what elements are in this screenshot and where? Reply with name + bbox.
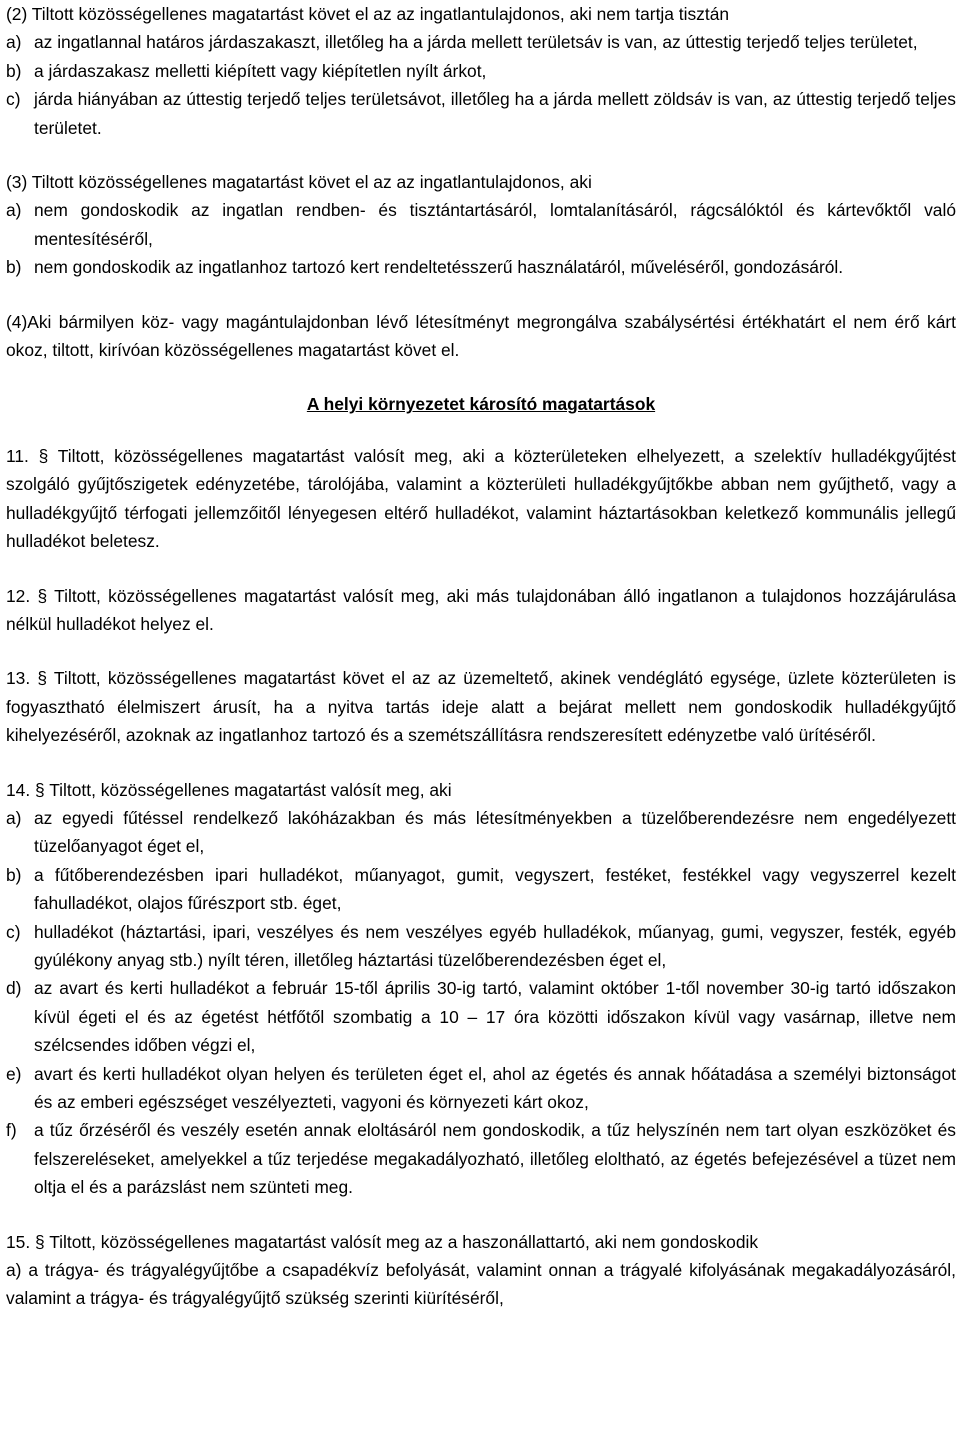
item-text: az avart és kerti hulladékot a február 15-től április 30-ig tartó, valamint október 1-től november 30-ig tartó időszakon kívül égeti el és az égetést hétfőtől szombatig a 10 – 17 óra közötti időszakon kívül vagy vasárnap, illetve nem szélcsendes időben végzi el,: [34, 978, 956, 1056]
item-label: a): [6, 200, 22, 221]
item-text: nem gondoskodik az ingatlan rendben- és tisztántartásáról, lomtalanításáról, rágcsálóktól és kártevőktől való mentesítéséről,: [34, 200, 956, 249]
document-page: [6, 0, 956, 1313]
item-label: e): [6, 1063, 22, 1084]
item-text: az egyedi fűtéssel rendelkező lakóházakban és más létesítményekben a tüzelőberendezésre nem engedélyezett tüzelőanyagot éget el,: [34, 807, 956, 857]
section-3-item-a: [6, 196, 956, 253]
item-text: hulladékot (háztartási, ipari, veszélyes és nem veszélyes egyéb hulladékok, műanyag, gumi, vegyszer, festék, egyéb gyúlékony anyag stb.) nyílt téren, illetőleg háztartási tüzelőberendezésben éget el,: [34, 921, 956, 970]
item-label: f): [6, 1120, 17, 1141]
item-label: b): [6, 60, 22, 81]
item-label: b): [6, 257, 22, 278]
item-text: járda hiányában az úttestig terjedő teljes területsávot, illetőleg ha a járda mellett zöldsáv is van, az úttestig terjedő teljes területet.: [34, 89, 956, 138]
section-2-intro: (2) Tiltott közösségellenes magatartást követ el az az ingatlantulajdonos, aki nem tartja tisztán: [6, 4, 730, 24]
item-text: a tűz őrzéséről és veszély esetén annak eloltásáról nem gondoskodik, a tűz helyszínén nem tart olyan eszközöket és felszereléseket, amelyekkel a tűz terjedése megakadályozható, illetőleg eloltható, az égetés befejezésével a tüzet nem oltja el és a parázslást nem szünteti meg.: [34, 1120, 956, 1198]
section-3-item-b: [6, 253, 956, 281]
item-label: a): [6, 807, 22, 828]
item-label: a): [6, 32, 22, 53]
section-2-item-b: [6, 57, 956, 85]
section-heading: A helyi környezetet károsító magatartások: [306, 394, 656, 415]
section-3: [6, 168, 956, 282]
section-15-item-a: a) a trágya- és trágyalégyűjtőbe a csapadékvíz befolyását, valamint onnan a trágyalé kifolyásának megakadályozásáról, valamint a trágya- és trágyalégyűjtő szükség szerinti kiürítéséről,: [6, 1260, 956, 1309]
item-label: d): [6, 978, 22, 999]
section-14-item-f: [6, 1116, 956, 1201]
item-label: c): [6, 89, 21, 110]
section-15-intro: 15. § Tiltott, közösségellenes magatartást valósít meg az a haszonállattartó, aki nem gondoskodik: [6, 1231, 759, 1252]
item-text: a fűtőberendezésben ipari hulladékot, műanyagot, gumit, vegyszert, festéket, festékkel vagy vegyszerrel kezelt fahulladékot, olajos fűrészport stb. éget,: [34, 864, 956, 914]
section-2-item-a: [6, 28, 956, 56]
section-15: [6, 1228, 956, 1313]
item-text: avart és kerti hulladékot olyan helyen és területen éget el, ahol az égetés és annak hőátadása a személyi biztonságot és az emberi egészséget veszélyezteti, vagyoni és környezeti kárt okoz,: [34, 1063, 956, 1112]
section-14-item-c: [6, 918, 956, 975]
item-label: c): [6, 921, 21, 942]
item-text: az ingatlannal határos járdaszakaszt, illetőleg ha a járda mellett területsáv is van, az úttestig terjedő teljes területet,: [34, 32, 918, 53]
item-text: nem gondoskodik az ingatlanhoz tartozó kert rendeltetésszerű használatáról, műveléséről, gondozásáról.: [34, 257, 844, 278]
section-14-item-b: [6, 861, 956, 918]
item-text: a járdaszakasz melletti kiépített vagy kiépítetlen nyílt árkot,: [34, 60, 487, 81]
section-3-intro: (3) Tiltott közösségellenes magatartást követ el az az ingatlantulajdonos, aki: [6, 172, 592, 193]
section-14-item-a: [6, 804, 956, 861]
paragraph-12: 12. § Tiltott, közösségellenes magatartást valósít meg, aki más tulajdonában álló ingatlanon a tulajdonos hozzájárulása nélkül hulladékot helyez el.: [6, 585, 956, 634]
item-label: b): [6, 864, 22, 885]
section-2: [6, 0, 956, 142]
section-2-item-c: [6, 85, 956, 142]
section-14-intro: 14. § Tiltott, közösségellenes magatartást valósít meg, aki: [6, 779, 452, 800]
section-14: [6, 776, 956, 1202]
section-14-item-d: [6, 974, 956, 1059]
paragraph-11: 11. § Tiltott, közösségellenes magatartást valósít meg, aki a közterületeken elhelyezett, a szelektív hulladékgyűjtést szolgáló gyűjtőszigetek edényzetébe, tárolójába, valamint a közterületi hulladékgyűjtőkbe abban nem gyűjthető, vagy a hulladékgyűjtő térfogati jellemzőitől lényegesen eltérő hulladékot, valamint háztartásokban keletkező kommunális jellegű hulladékot beletesz.: [6, 445, 956, 552]
paragraph-13: 13. § Tiltott, közösségellenes magatartást követ el az az üzemeltető, akinek vendéglátó egysége, üzlete közterületen is fogyasztható élelmiszert árusít, ha a nyitva tartás ideje alatt a bejárat mellett nem gondoskodik hulladékgyűjtő kihelyezéséről, azoknak az ingatlanhoz tartozó és a szemétszállításra rendszeresített edényzetbe való ürítéséről.: [6, 668, 956, 746]
section-14-item-e: [6, 1060, 956, 1117]
section-4-paragraph: (4)Aki bármilyen köz- vagy magántulajdonban lévő létesítményt megrongálva szabálysértési értékhatárt el nem érő kárt okoz, tiltott, kirívóan közösségellenes magatartást követ el.: [6, 311, 956, 361]
